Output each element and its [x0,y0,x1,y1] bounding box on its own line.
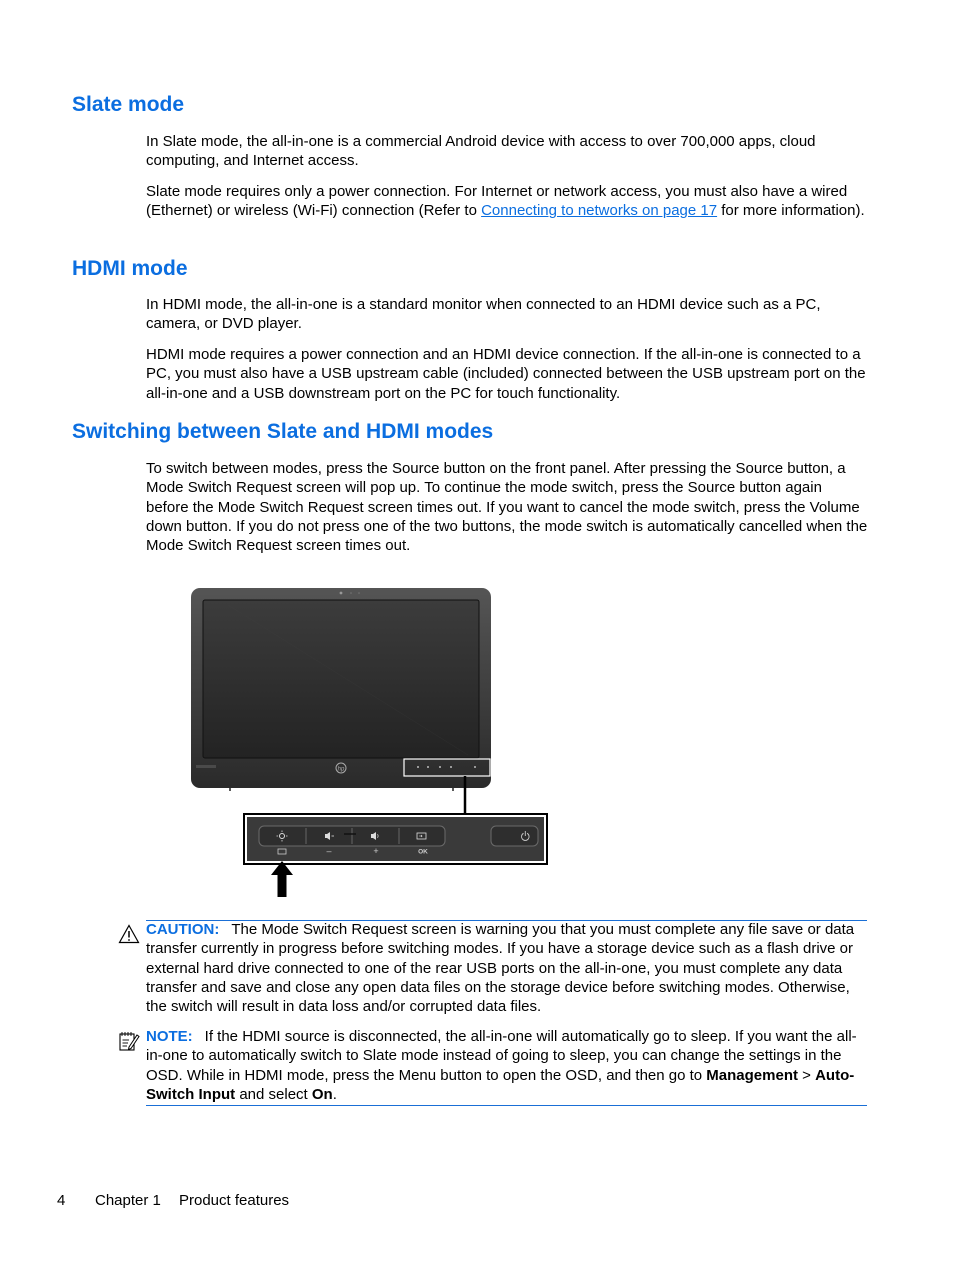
arrow-icon [271,861,293,897]
note-body [146,1027,867,1104]
volume-down-label: – [326,846,332,856]
webcam-icon [340,592,343,595]
switching-paragraph: To switch between modes, press the Source button on the front panel. After pressing the Source button, a Mode Switch Request screen will pop up. To continue the mode switch, press the Source button again before the Mode Switch Request screen times out. If you want to cancel the mode switch, press the Volume down button. If you do not press one of the two buttons, the mode switch is automatically cancelled when the Mode Switch Request screen times out. [146,460,868,555]
all-in-one-figure [188,585,552,901]
page-number: 4 [57,1192,66,1209]
hdmi-paragraph-2: HDMI mode requires a power connection and an HDMI device connection. If the all-in-one is connected to a PC, you must also have a USB upstream cable (included) connected between the USB upstream port on the all-in-one and a USB downstream port on the PC for touch functionality. [146,346,866,402]
all-in-one-illustration [188,585,552,901]
note-label: NOTE: [146,1028,193,1045]
note-bold-auto-switch: Auto-Switch Input [146,1066,855,1103]
hdmi-paragraph-1: In HDMI mode, the all-in-one is a standard monitor when connected to an HDMI device such as a PC, camera, or DVD player. [146,296,821,333]
power-button [491,826,538,846]
heading-hdmi-mode: HDMI mode [72,257,188,280]
slate-p2-text-after: for more information). [717,202,865,220]
heading-switching-modes: Switching between Slate and HDMI modes [72,420,494,443]
caution-label: CAUTION: [146,921,220,938]
note-notice [146,1027,867,1106]
note-bold-management: Management [706,1066,798,1084]
note-bold-on: On [311,1085,333,1103]
note-end: . [332,1085,337,1103]
heading-slate-mode: Slate mode [72,93,185,116]
ok-label: OK [418,848,428,856]
caution-body [146,920,867,1016]
networks-link[interactable]: Connecting to networks on page 17 [481,202,718,220]
footer-title: Product features [179,1192,290,1209]
warning-icon [118,923,140,945]
slate-paragraph-2 [146,182,868,221]
note-icon [118,1030,140,1052]
note-text-1: If the HDMI source is disconnected, the all-in-one will automatically go to sleep. If you want the all-in-one to automatically switch to Slate mode instead of going to sleep, you can change the settings in the OSD. While in HDMI mode, press the Menu button to open the OSD, and then go to [146,1028,857,1084]
footer-chapter: Chapter 1 [95,1192,161,1209]
note-text-2: and select [235,1085,312,1103]
volume-up-label: + [373,846,379,856]
svg-text:hp: hp [337,766,345,773]
monitor-screen [203,600,479,758]
note-separator: > [797,1066,816,1084]
caution-notice [146,920,867,1021]
slate-p2-text-before: Slate mode requires only a power connection. For Internet or network access, you must also have a wired (Ethernet) or wireless (Wi-Fi) connection (Refer to [146,183,848,220]
slate-paragraph-1: In Slate mode, the all-in-one is a commercial Android device with access to over 700,000 apps, cloud computing, and Internet access. [146,133,816,170]
caution-text: The Mode Switch Request screen is warning you that you must complete any file save or data transfer currently in progress before switching modes. If you have a storage device such as a flash drive or external hard drive connected to one of the rear USB ports on the all-in-one, you must complete any data transfer and save and close any open data files on the storage device before switching modes. Otherwise, the switch will result in data loss and/or corrupted data files. [146,921,855,1016]
